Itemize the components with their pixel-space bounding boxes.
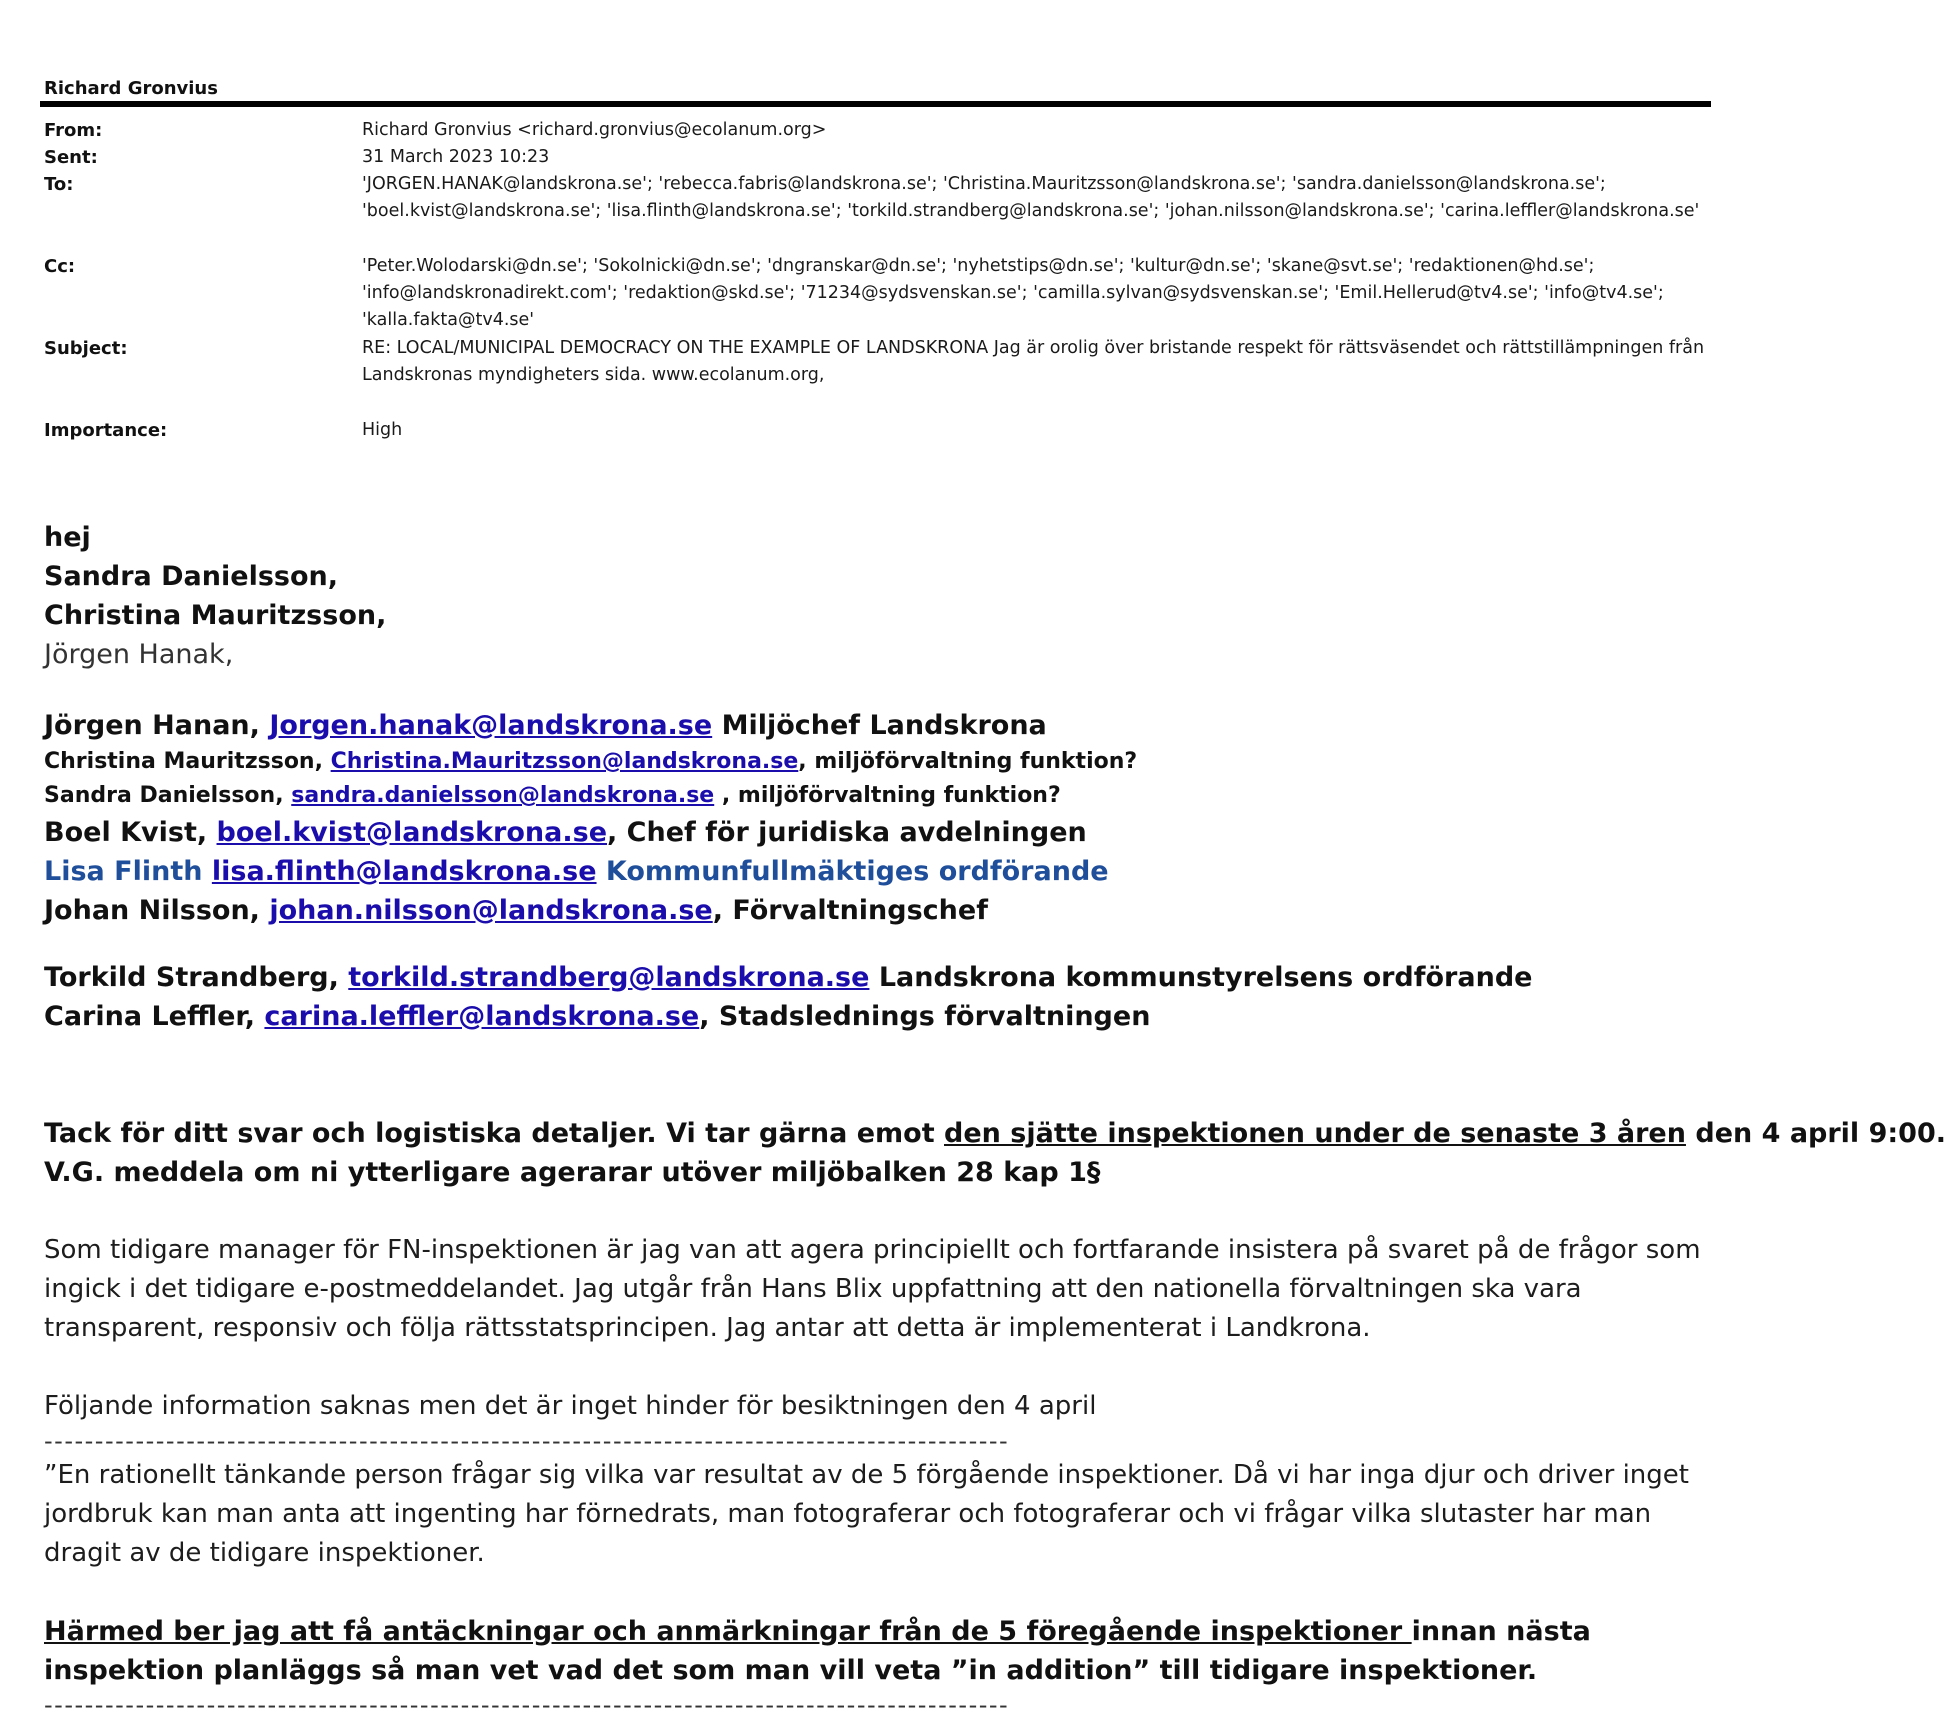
from-value: Richard Gronvius <richard.gronvius@ecolanum.org>: [362, 120, 827, 140]
contact-line: [44, 852, 1714, 891]
to-value: 'JORGEN.HANAK@landskrona.se'; 'rebecca.fabris@landskrona.se'; 'Christina.Mauritzsson@landskrona.se'; 'sandra.danielsson@landskrona.se'; 'boel.kvist@landskrona.se'; 'lisa.flinth@landskrona.se'; 'torkild.strandberg@landskrona.se'; 'johan.nilsson@landskrona.se'; 'carina.leffler@landskrona.se': [362, 174, 1700, 221]
paragraph-reply-line1: [44, 1114, 1946, 1153]
cc-label: Cc:: [44, 256, 76, 277]
separator-dashes: -----------------------------------------------------------------------------------------------: [44, 1427, 1010, 1455]
contact-role: , Förvaltningschef: [712, 895, 988, 926]
contact-name: Carina Leffler,: [44, 1001, 265, 1032]
subject-label: Subject:: [44, 338, 128, 359]
sender-name: Richard Gronvius: [44, 78, 218, 99]
contact-role: Miljöchef Landskrona: [712, 710, 1047, 741]
contact-name: Jörgen Hanan,: [44, 710, 270, 741]
subject-value: RE: LOCAL/MUNICIPAL DEMOCRACY ON THE EXAMPLE OF LANDSKRONA Jag är orolig över bristande respekt för rättsväsendet och rättstillämpningen från Landskronas myndigheters sida. www.ecolanum.org,: [362, 338, 1705, 385]
contact-name: Sandra Danielsson,: [44, 783, 292, 808]
contact-line: [44, 813, 1714, 852]
contact-email-link[interactable]: boel.kvist@landskrona.se: [216, 817, 608, 848]
contact-email-link[interactable]: lisa.flinth@landskrona.se: [211, 856, 597, 887]
request-text: innan nästa inspektion planläggs så man vet vad det som man vill veta ”in addition” till tidigare inspektioner.: [44, 1616, 1591, 1686]
contact-name: Boel Kvist,: [44, 817, 217, 848]
separator-dashes: -----------------------------------------------------------------------------------------------: [44, 1691, 1010, 1719]
cc-value: 'Peter.Wolodarski@dn.se'; 'Sokolnicki@dn.se'; 'dngranskar@dn.se'; 'nyhetstips@dn.se'; 'kultur@dn.se'; 'skane@svt.se'; 'redaktionen@hd.se'; 'info@landskronadirekt.com'; 'redaktion@skd.se'; '71234@sydsvenskan.se'; 'camilla.sylvan@sydsvenskan.se'; 'Emil.Hellerud@tv4.se'; 'info@tv4.se'; 'kalla.fakta@tv4.se': [362, 256, 1664, 330]
contact-role: , miljöförvaltning funktion?: [798, 749, 1138, 774]
contact-role: Kommunfullmäktiges ordförande: [596, 856, 1109, 887]
contact-line: [44, 891, 1714, 930]
contact-name: Torkild Strandberg,: [44, 962, 349, 993]
sent-label: Sent:: [44, 147, 98, 168]
contact-name: Johan Nilsson,: [44, 895, 270, 926]
greeting-name: Christina Mauritzsson,: [44, 600, 387, 631]
to-label: To:: [44, 174, 74, 195]
importance-label: Importance:: [44, 420, 168, 441]
paragraph-missing-info: Följande information saknas men det är inget hinder för besiktningen den 4 april: [44, 1391, 1097, 1421]
contact-line: [44, 958, 1714, 997]
greeting-name: Jörgen Hanak,: [44, 639, 234, 670]
contact-role: , miljöförvaltning funktion?: [714, 783, 1061, 808]
contact-line: [44, 745, 1714, 779]
contact-name: Lisa Flinth: [44, 856, 212, 887]
contact-email-link[interactable]: Jorgen.hanak@landskrona.se: [269, 710, 713, 741]
contact-email-link[interactable]: carina.leffler@landskrona.se: [264, 1001, 700, 1032]
reply-underlined-text: den sjätte inspektionen under de senaste 3 åren: [944, 1118, 1686, 1149]
reply-text: den 4 april 9:00.: [1685, 1118, 1946, 1149]
contact-line: [44, 779, 1714, 813]
greeting-line: hej: [44, 522, 91, 553]
paragraph-principles: Som tidigare manager för FN-inspektionen är jag van att agera principiellt och fortfarande insistera på svaret på de frågor som ingick i det tidigare e-postmeddelandet. Jag utgår från Hans Blix uppfattning att den nationella förvaltningen ska vara transparent, responsiv och följa rättsstatsprincipen. Jag antar att detta är implementerat i Landkrona.: [44, 1235, 1701, 1343]
contact-role: , Chef för juridiska avdelningen: [607, 817, 1087, 848]
from-label: From:: [44, 120, 103, 141]
importance-value: High: [362, 420, 403, 440]
paragraph-request: [44, 1612, 1714, 1690]
reply-text: Tack för ditt svar och logistiska detaljer. Vi tar gärna emot: [44, 1118, 945, 1149]
contact-role: Landskrona kommunstyrelsens ordförande: [869, 962, 1533, 993]
contact-email-link[interactable]: Christina.Mauritzsson@landskrona.se: [330, 749, 799, 774]
contact-email-link[interactable]: johan.nilsson@landskrona.se: [269, 895, 713, 926]
contact-email-link[interactable]: sandra.danielsson@landskrona.se: [291, 783, 715, 808]
contact-email-link[interactable]: torkild.strandberg@landskrona.se: [348, 962, 870, 993]
header-divider: [40, 101, 1711, 107]
message-body: [44, 518, 1946, 1720]
greeting-name: Sandra Danielsson,: [44, 561, 338, 592]
paragraph-reply-line2: V.G. meddela om ni ytterligare agerarar utöver miljöbalken 28 kap 1§: [44, 1157, 1101, 1188]
contact-name: Christina Mauritzsson,: [44, 749, 331, 774]
contact-line: [44, 997, 1714, 1036]
contact-line: [44, 706, 1714, 745]
sent-value: 31 March 2023 10:23: [362, 147, 550, 167]
paragraph-quote: ”En rationellt tänkande person frågar sig vilka var resultat av de 5 förgående inspektioner. Då vi har inga djur och driver inget jordbruk kan man anta att ingenting har förnedrats, man fotograferar och fotograferar och vi frågar vilka slutaster har man dragit av de tidigare inspektioner.: [44, 1460, 1689, 1568]
contact-role: , Stadslednings förvaltningen: [699, 1001, 1151, 1032]
request-underlined-text: Härmed ber jag att få antäckningar och anmärkningar från de 5 föregående inspektioner: [44, 1616, 1412, 1647]
